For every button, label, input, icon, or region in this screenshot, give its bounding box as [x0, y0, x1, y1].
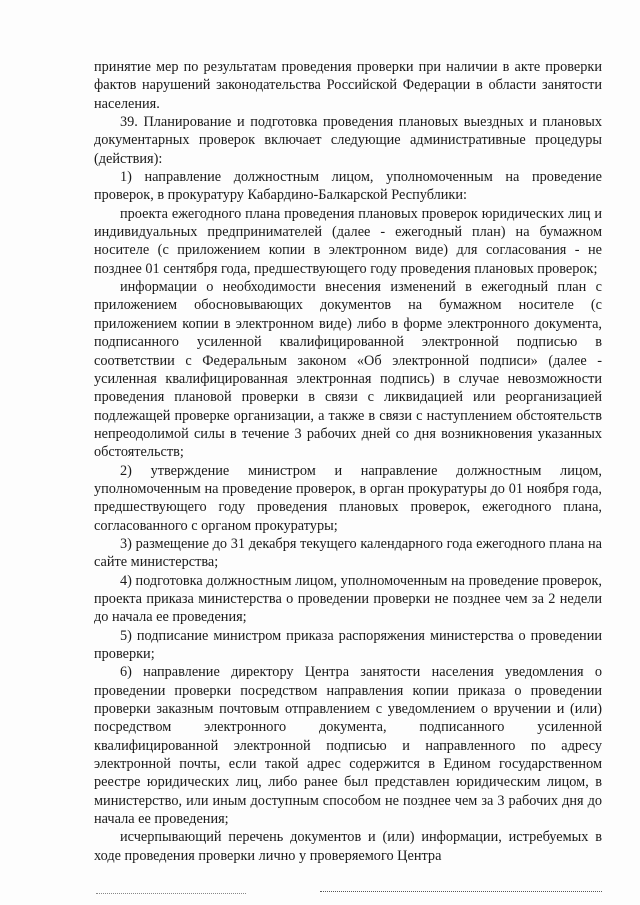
paragraph-subitem-5: 5) подписание министром приказа распоряжения министерства о проведении проверки; — [94, 627, 602, 662]
paragraph-subitem-1: 1) направление должностным лицом, уполномоченным на проведение проверок, в прокуратуру Кабардино-Балкарской Республики: — [94, 169, 602, 204]
scan-edge-line-left — [96, 893, 246, 894]
paragraph-continuation: принятие мер по результатам проведения проверки при наличии в акте проверки фактов нарушений законодательства Российской Федерации в области занятости населения. — [94, 59, 602, 112]
paragraph-subitem-3: 3) размещение до 31 декабря текущего календарного года ежегодного плана на сайте министерства; — [94, 535, 602, 571]
paragraph-plan-changes-info: информации о необходимости внесения изменений в ежегодный план с приложением обосновывающих документов на бумажном носителе (с приложением копии в электронном виде) либо в форме электронного документа, подписанного усиленной квалифицированной электронной подписью в соответствии с Федеральным законом «Об электронной подписи» (далее - усиленная квалифицированная электронная подпись) в случае невозможности проведения плановой проверки в связи с ликвидацией или реорганизацией подлежащей проверке организации, а также в связи с наступлением обстоятельств непреодолимой силы в течение 3 рабочих дней со дня возникновения указанных обстоятельств; — [94, 279, 602, 461]
paragraph-subitem-2: 2) утверждение министром и направление должностным лицом, уполномоченным на проведение проверок, в орган прокуратуры до 01 ноября года, предшествующего году проведения плановых проверок, ежегодного плана, согласованного с органом прокуратуры; — [94, 462, 602, 534]
paragraph-subitem-4: 4) подготовка должностным лицом, уполномоченным на проведение проверок, проекта приказа министерства о проведении проверки не позднее чем за 2 недели до начала ее проведения; — [94, 572, 602, 626]
document-body — [94, 58, 602, 865]
paragraph-documents-list: исчерпывающий перечень документов и (или) информации, истребуемых в ходе проведения проверки лично у проверяемого Центра — [94, 829, 602, 864]
scan-edge-line — [320, 891, 602, 892]
paragraph-item-39: 39. Планирование и подготовка проведения плановых выездных и плановых документарных проверок включает следующие административные процедуры (действия): — [94, 114, 602, 167]
paragraph-annual-plan-draft: проекта ежегодного плана проведения плановых проверок юридических лиц и индивидуальных предпринимателей (далее - ежегодный план) на бумажном носителе (с приложением копии в электронном виде) для согласования - не позднее 01 сентября года, предшествующего году проведения плановых проверок; — [94, 205, 602, 277]
paragraph-subitem-6: 6) направление директору Центра занятости населения уведомления о проведении проверки посредством направления копии приказа о проведении проверки заказным почтовым отправлением с уведомлением о вручении и (или) посредством электронного документа, подписанного усиленной квалифицированной электронной подписью и направленного по адресу электронной почты, если такой адрес содержится в Едином государственном реестре юридических лиц, либо ранее был представлен юридическим лицом, в министерство, или иным доступным способом не позднее чем за 3 рабочих дня до начала ее проведения; — [94, 664, 602, 828]
